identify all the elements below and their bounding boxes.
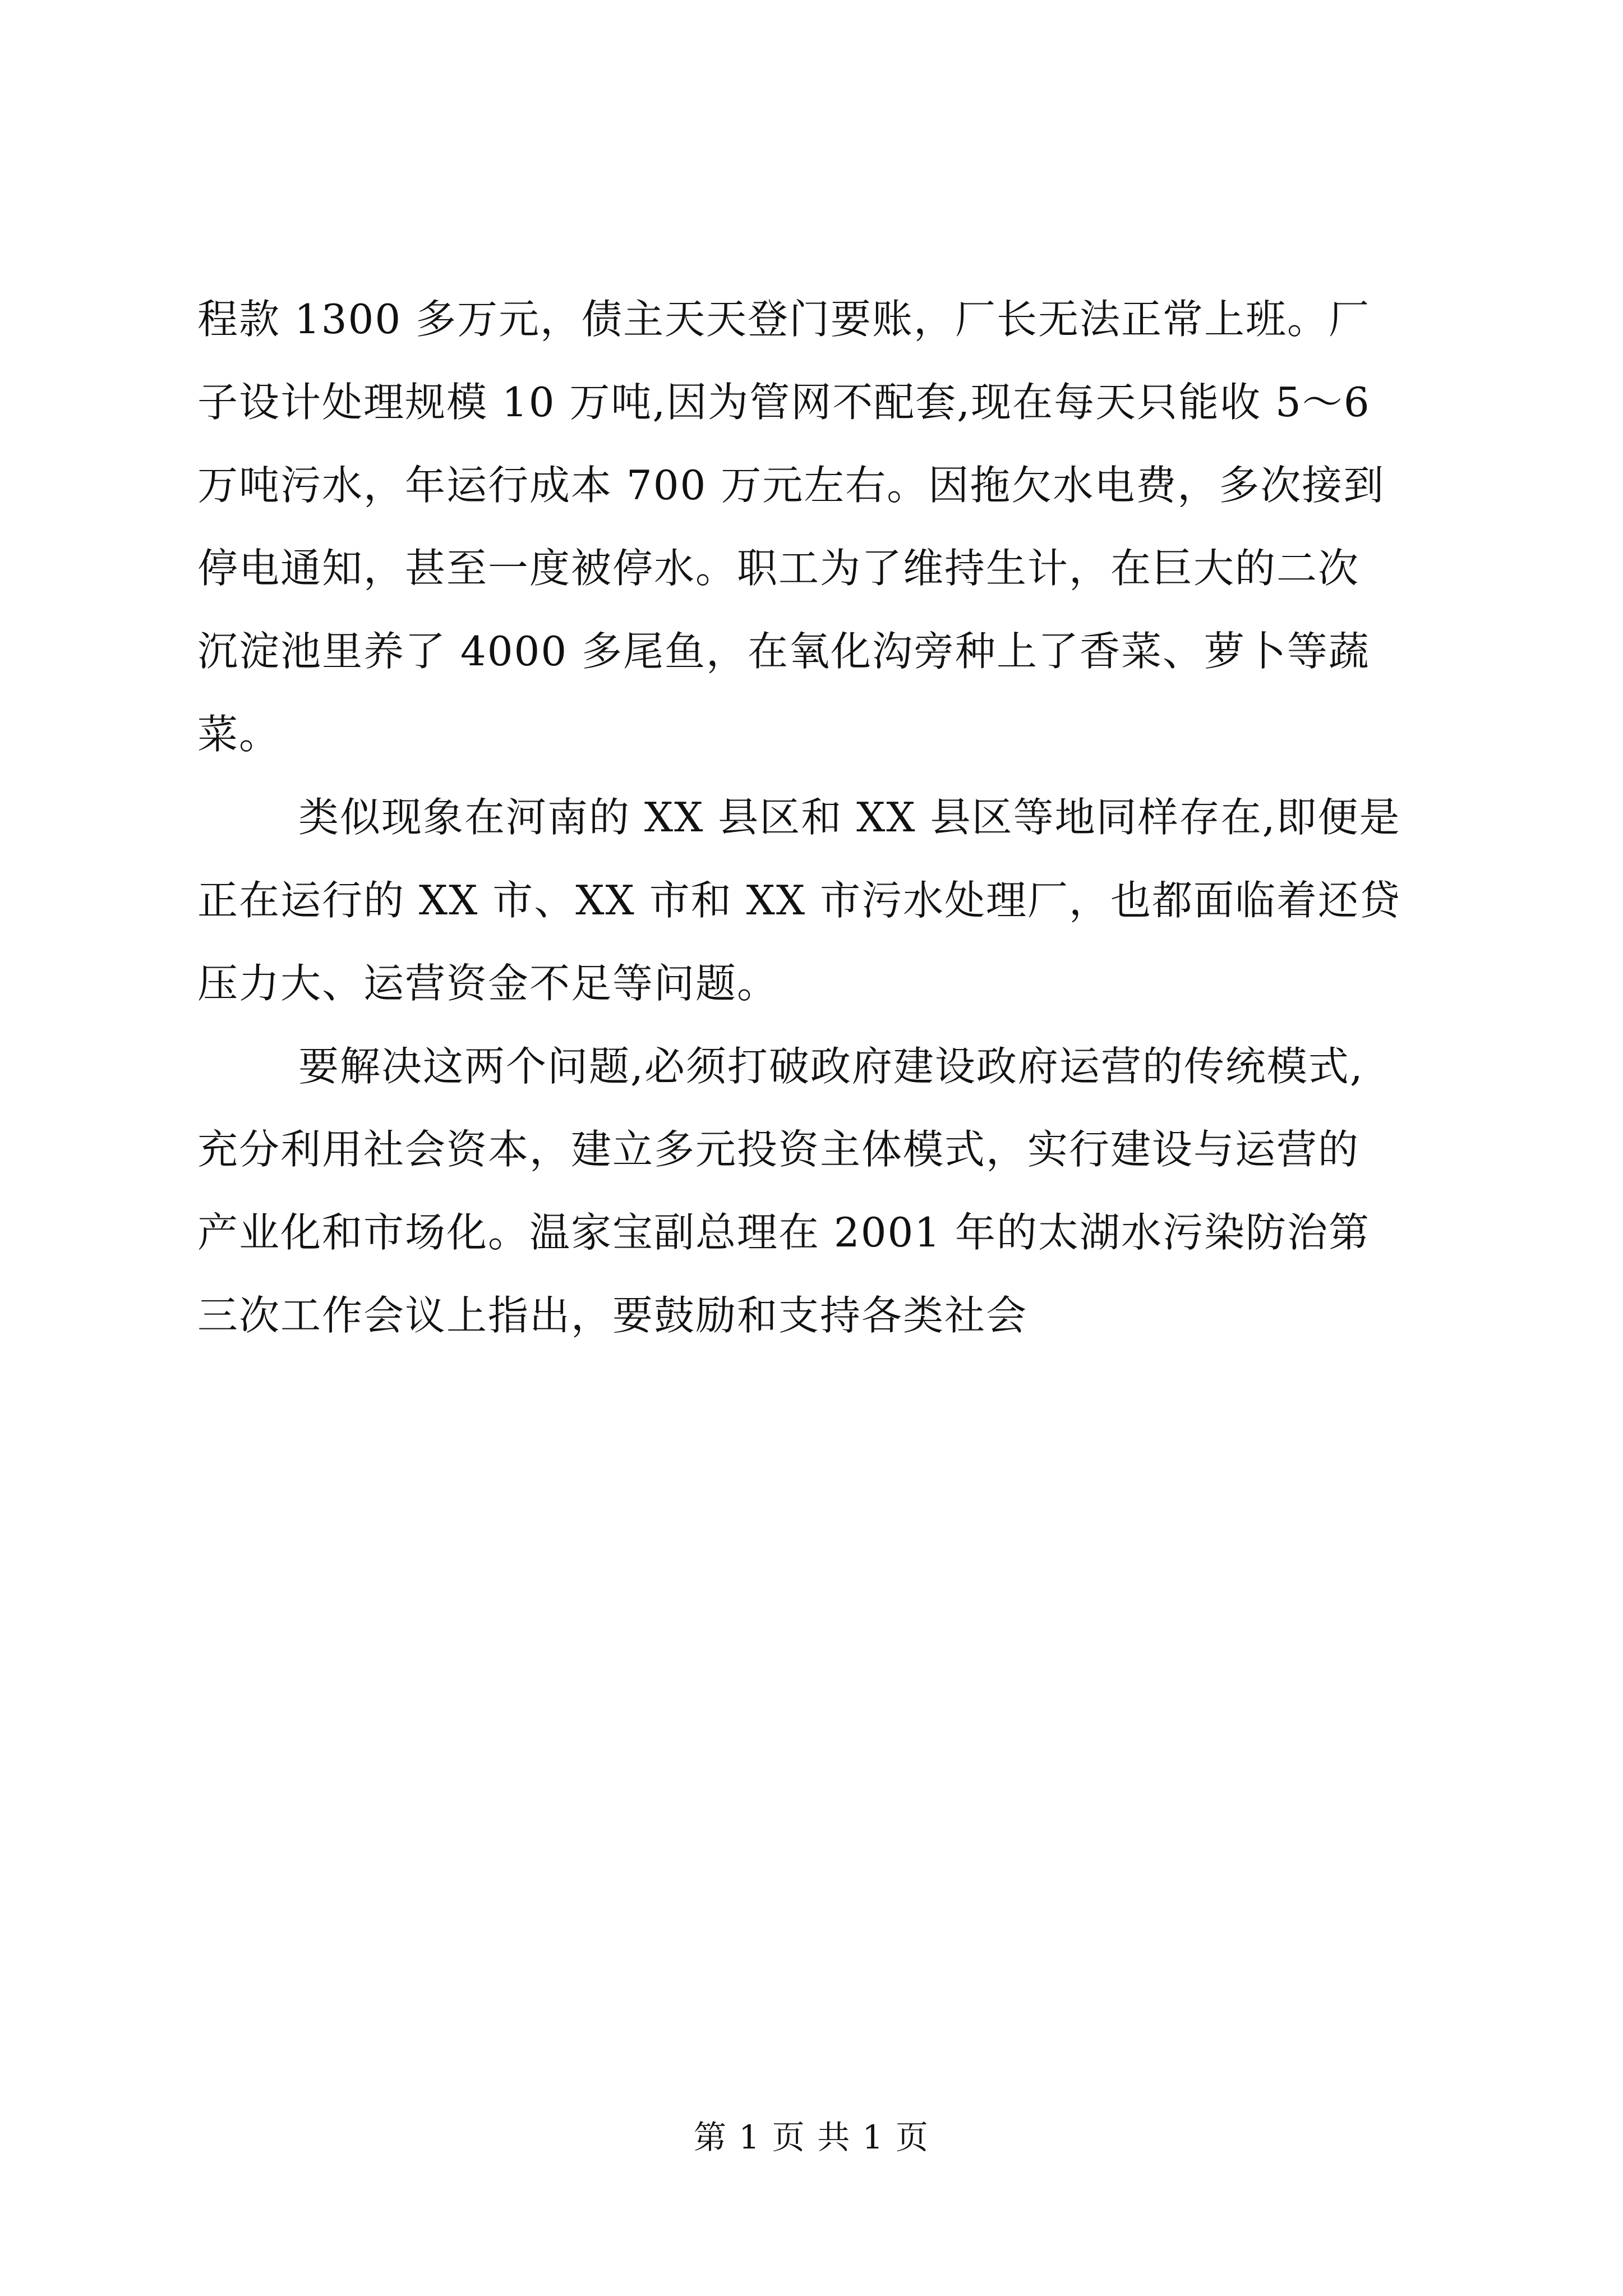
page-number-footer: 第 1 页 共 1 页 [694, 2118, 929, 2156]
text-line: 沉淀池里养了 4000 多尾鱼，在氧化沟旁种上了香菜、萝卜等蔬 [197, 628, 1371, 675]
document-body [197, 292, 1431, 1371]
text-line: 三次工作会议上指出，要鼓励和支持各类社会 [197, 1292, 1028, 1339]
text-line: 充分利用社会资本，建立多元投资主体模式，实行建设与运营的 [197, 1126, 1360, 1173]
text-line: 停电通知，甚至一度被停水。职工为了维持生计，在巨大的二次 [197, 545, 1360, 592]
text-line: 万吨污水，年运行成本 700 万元左右。因拖欠水电费，多次接到 [197, 462, 1385, 509]
text-line: 产业化和市场化。温家宝副总理在 2001 年的太湖水污染防治第 [197, 1209, 1371, 1256]
text-line: 菜。 [197, 711, 281, 758]
text-line: 压力大、运营资金不足等问题。 [197, 960, 779, 1007]
text-line: 子设计处理规模 10 万吨,因为管网不配套,现在每天只能收 5～6 [197, 379, 1371, 426]
paragraph-first-line: 类似现象在河南的 XX 县区和 XX 县区等地同样存在,即便是 [298, 794, 1401, 841]
text-line: 正在运行的 XX 市、XX 市和 XX 市污水处理厂，也都面临着还贷 [197, 877, 1401, 924]
text-line: 程款 1300 多万元，债主天天登门要账，厂长无法正常上班。厂 [197, 296, 1371, 343]
paragraph-first-line: 要解决这两个问题,必须打破政府建设政府运营的传统模式, [298, 1043, 1364, 1090]
